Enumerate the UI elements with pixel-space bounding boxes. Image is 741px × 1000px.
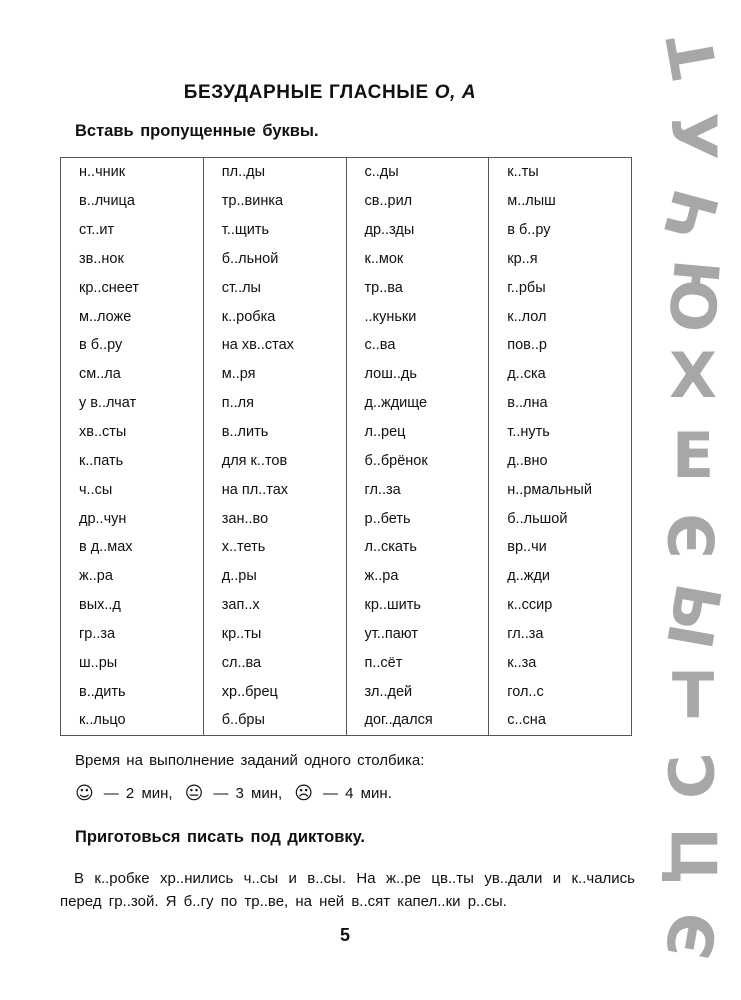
table-cell: л..рец: [346, 418, 489, 447]
table-row: [61, 706, 632, 735]
table-cell: б..льшой: [489, 504, 632, 533]
table-row: [61, 245, 632, 274]
time-value-1: — 2 мин,: [103, 785, 173, 802]
table-cell: лош..дь: [346, 360, 489, 389]
table-row: [61, 418, 632, 447]
time-row: [75, 783, 404, 804]
smile-face-icon: ☺: [75, 783, 94, 804]
table-cell: м..ря: [203, 360, 346, 389]
decorative-letter: С: [654, 750, 731, 802]
table-cell: вр..чи: [489, 533, 632, 562]
table-cell: кр..шить: [346, 591, 489, 620]
table-cell: пов..р: [489, 331, 632, 360]
table-cell: т..щить: [203, 216, 346, 245]
table-cell: зан..во: [203, 504, 346, 533]
time-label: Время на выполнение заданий одного столбика:: [75, 752, 425, 769]
table-cell: в..лчица: [61, 187, 204, 216]
table-cell: вых..д: [61, 591, 204, 620]
table-cell: св..рил: [346, 187, 489, 216]
table-cell: др..зды: [346, 216, 489, 245]
table-cell: м..ложе: [61, 302, 204, 331]
table-cell: у в..лчат: [61, 389, 204, 418]
table-cell: см..ла: [61, 360, 204, 389]
table-cell: зл..дей: [346, 677, 489, 706]
table-cell: гол..с: [489, 677, 632, 706]
words-table-body: [61, 158, 632, 736]
table-row: [61, 648, 632, 677]
table-cell: д..ждище: [346, 389, 489, 418]
table-cell: ст..ит: [61, 216, 204, 245]
page-title-main: БЕЗУДАРНЫЕ ГЛАСНЫЕ: [183, 82, 429, 103]
table-cell: ж..ра: [61, 562, 204, 591]
table-row: [61, 389, 632, 418]
table-cell: м..лыш: [489, 187, 632, 216]
table-cell: с..ды: [346, 158, 489, 187]
table-cell: кр..снеет: [61, 273, 204, 302]
table-row: [61, 216, 632, 245]
table-row: [61, 360, 632, 389]
table-cell: к..за: [489, 648, 632, 677]
table-row: [61, 504, 632, 533]
table-cell: зап..х: [203, 591, 346, 620]
table-cell: т..нуть: [489, 418, 632, 447]
table-row: [61, 273, 632, 302]
table-cell: пл..ды: [203, 158, 346, 187]
table-row: [61, 620, 632, 649]
table-cell: кр..ты: [203, 620, 346, 649]
page-title-italic: О, А: [434, 82, 477, 103]
table-cell: др..чун: [61, 504, 204, 533]
decorative-letter: Ы: [651, 578, 736, 655]
table-cell: тр..винка: [203, 187, 346, 216]
table-row: [61, 302, 632, 331]
table-cell: ..куньки: [346, 302, 489, 331]
decorative-letter: Т: [671, 659, 715, 732]
table-cell: р..беть: [346, 504, 489, 533]
decorative-letter: Т: [652, 28, 733, 84]
table-row: [61, 158, 632, 187]
table-cell: сл..ва: [203, 648, 346, 677]
table-cell: в д..мах: [61, 533, 204, 562]
neutral-face-icon: 😐: [184, 783, 204, 804]
time-value-2: — 3 мин,: [213, 785, 283, 802]
dictation-text: В к..робке хр..нились ч..сы и в..сы. На ж..ре цв..ты ув..дали и к..чались перед гр..зой. Я б..гу по тр..ве, на ней в..сят капел..ки р..сы.: [60, 870, 635, 910]
table-cell: х..теть: [203, 533, 346, 562]
table-cell: хр..брец: [203, 677, 346, 706]
table-cell: ут..пают: [346, 620, 489, 649]
dictation-heading: Приготовься писать под диктовку.: [75, 828, 365, 846]
table-row: [61, 187, 632, 216]
decorative-letter: Ю: [653, 256, 734, 336]
table-row: [61, 331, 632, 360]
table-row: [61, 562, 632, 591]
table-cell: к..пать: [61, 446, 204, 475]
table-cell: в б..ру: [61, 331, 204, 360]
table-cell: д..ска: [489, 360, 632, 389]
table-cell: с..ва: [346, 331, 489, 360]
words-table: [60, 157, 632, 736]
page-number: 5: [339, 925, 350, 945]
table-cell: зв..нок: [61, 245, 204, 274]
table-row: [61, 446, 632, 475]
table-cell: к..ссир: [489, 591, 632, 620]
decorative-letter: Э: [656, 513, 729, 559]
sad-face-icon: ☹: [294, 783, 313, 804]
table-cell: с..сна: [489, 706, 632, 735]
decorative-side-letters: [648, 25, 738, 995]
page-title: [0, 82, 660, 104]
table-cell: в..лить: [203, 418, 346, 447]
table-cell: к..робка: [203, 302, 346, 331]
table-cell: к..мок: [346, 245, 489, 274]
table-cell: п..ля: [203, 389, 346, 418]
table-cell: н..чник: [61, 158, 204, 187]
table-cell: к..льцо: [61, 706, 204, 735]
table-cell: гр..за: [61, 620, 204, 649]
table-cell: ч..сы: [61, 475, 204, 504]
table-cell: б..льной: [203, 245, 346, 274]
table-cell: б..брёнок: [346, 446, 489, 475]
decorative-letter: Ч: [650, 182, 735, 250]
table-cell: в..лна: [489, 389, 632, 418]
table-cell: кр..я: [489, 245, 632, 274]
table-cell: ж..ра: [346, 562, 489, 591]
table-cell: н..рмальный: [489, 475, 632, 504]
table-cell: в б..ру: [489, 216, 632, 245]
table-cell: г..рбы: [489, 273, 632, 302]
decorative-letter: Х: [669, 339, 717, 412]
table-row: [61, 533, 632, 562]
decorative-letter: Е: [671, 419, 715, 492]
table-cell: на хв..стах: [203, 331, 346, 360]
table-cell: к..лол: [489, 302, 632, 331]
instruction-heading: Вставь пропущенные буквы.: [75, 122, 319, 140]
table-cell: ст..лы: [203, 273, 346, 302]
table-cell: к..ты: [489, 158, 632, 187]
time-value-3: — 4 мин.: [322, 785, 392, 802]
table-row: [61, 475, 632, 504]
table-cell: тр..ва: [346, 273, 489, 302]
decorative-letter: У: [657, 112, 730, 160]
table-cell: д..вно: [489, 446, 632, 475]
table-row: [61, 677, 632, 706]
decorative-letter: Э: [652, 907, 733, 965]
table-row: [61, 591, 632, 620]
table-cell: в..дить: [61, 677, 204, 706]
table-cell: гл..за: [489, 620, 632, 649]
table-cell: для к..тов: [203, 446, 346, 475]
table-cell: д..ры: [203, 562, 346, 591]
table-cell: на пл..тах: [203, 475, 346, 504]
decorative-letter: Ц: [657, 827, 730, 885]
table-cell: ш..ры: [61, 648, 204, 677]
table-cell: л..скать: [346, 533, 489, 562]
table-cell: дог..дался: [346, 706, 489, 735]
table-cell: б..бры: [203, 706, 346, 735]
table-cell: гл..за: [346, 475, 489, 504]
table-cell: п..сёт: [346, 648, 489, 677]
table-cell: д..жди: [489, 562, 632, 591]
table-cell: хв..сты: [61, 418, 204, 447]
